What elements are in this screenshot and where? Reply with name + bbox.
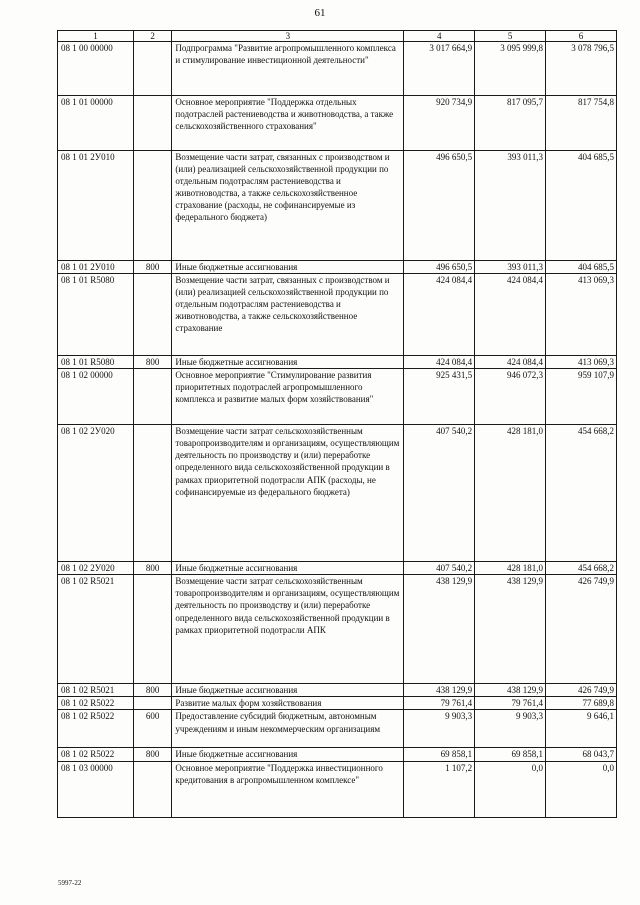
classification-code-cell: 08 1 01 00000 bbox=[58, 96, 134, 151]
table-row bbox=[58, 261, 617, 274]
table-row bbox=[58, 748, 617, 761]
item-name-cell: Иные бюджетные ассигнования bbox=[172, 356, 404, 369]
classification-code-cell: 08 1 02 R5021 bbox=[58, 575, 134, 684]
amount-col6-cell: 426 749,9 bbox=[546, 575, 617, 684]
item-name-cell: Основное мероприятие "Поддержка инвестиционного кредитования в агропромышленном комплексе" bbox=[172, 761, 404, 817]
amount-col6-cell: 68 043,7 bbox=[546, 748, 617, 761]
item-name-cell: Возмещение части затрат сельскохозяйственным товаропроизводителям и организациям, осуществляющим деятельность по производству и (или) переработке определенного вида сельскохозяйственной продукции в рамках приоритетной подотрасли АПК (расходы, не софинансируемые из федерального бюджета) bbox=[172, 425, 404, 562]
amount-col6-cell: 817 754,8 bbox=[546, 96, 617, 151]
expense-type-cell: 800 bbox=[133, 748, 171, 761]
amount-col4-cell: 925 431,5 bbox=[404, 369, 475, 425]
table-row bbox=[58, 274, 617, 356]
classification-code-cell: 08 1 03 00000 bbox=[58, 761, 134, 817]
header-row bbox=[58, 31, 617, 42]
item-name-cell: Развитие малых форм хозяйствования bbox=[172, 697, 404, 710]
amount-col4-cell: 3 017 664,9 bbox=[404, 42, 475, 96]
amount-col5-cell: 79 761,4 bbox=[475, 697, 546, 710]
table-row bbox=[58, 761, 617, 817]
amount-col5-cell: 9 903,3 bbox=[475, 710, 546, 748]
amount-col5-cell: 428 181,0 bbox=[475, 425, 546, 562]
amount-col5-cell: 0,0 bbox=[475, 761, 546, 817]
table-row bbox=[58, 42, 617, 96]
amount-col4-cell: 407 540,2 bbox=[404, 425, 475, 562]
budget-table bbox=[57, 30, 617, 818]
amount-col6-cell: 426 749,9 bbox=[546, 684, 617, 697]
table-row bbox=[58, 96, 617, 151]
amount-col4-cell: 438 129,9 bbox=[404, 575, 475, 684]
amount-col6-cell: 3 078 796,5 bbox=[546, 42, 617, 96]
table-row bbox=[58, 562, 617, 575]
amount-col5-cell: 946 072,3 bbox=[475, 369, 546, 425]
column-header-6: 6 bbox=[546, 31, 617, 42]
expense-type-cell bbox=[133, 42, 171, 96]
amount-col5-cell: 438 129,9 bbox=[475, 684, 546, 697]
amount-col5-cell: 424 084,4 bbox=[475, 274, 546, 356]
amount-col5-cell: 393 011,3 bbox=[475, 261, 546, 274]
amount-col4-cell: 407 540,2 bbox=[404, 562, 475, 575]
amount-col4-cell: 438 129,9 bbox=[404, 684, 475, 697]
table-row bbox=[58, 369, 617, 425]
expense-type-cell bbox=[133, 575, 171, 684]
expense-type-cell: 800 bbox=[133, 261, 171, 274]
amount-col4-cell: 69 858,1 bbox=[404, 748, 475, 761]
amount-col4-cell: 424 084,4 bbox=[404, 274, 475, 356]
amount-col5-cell: 438 129,9 bbox=[475, 575, 546, 684]
expense-type-cell: 800 bbox=[133, 562, 171, 575]
item-name-cell: Возмещение части затрат сельскохозяйственным товаропроизводителям и организациям, осуществляющим деятельность по производству и (или) переработке определенного вида сельскохозяйственной продукции в рамках приоритетной подотрасли АПК bbox=[172, 575, 404, 684]
item-name-cell: Предоставление субсидий бюджетным, автономным учреждениям и иным некоммерческим организациям bbox=[172, 710, 404, 748]
table-row bbox=[58, 356, 617, 369]
table-header bbox=[58, 31, 617, 42]
expense-type-cell bbox=[133, 369, 171, 425]
amount-col5-cell: 3 095 999,8 bbox=[475, 42, 546, 96]
classification-code-cell: 08 1 01 2У010 bbox=[58, 261, 134, 274]
table-row bbox=[58, 151, 617, 261]
classification-code-cell: 08 1 02 00000 bbox=[58, 369, 134, 425]
expense-type-cell: 800 bbox=[133, 684, 171, 697]
column-header-5: 5 bbox=[475, 31, 546, 42]
amount-col6-cell: 404 685,5 bbox=[546, 151, 617, 261]
amount-col5-cell: 424 084,4 bbox=[475, 356, 546, 369]
column-header-1: 1 bbox=[58, 31, 134, 42]
table-row bbox=[58, 684, 617, 697]
classification-code-cell: 08 1 02 R5022 bbox=[58, 748, 134, 761]
amount-col6-cell: 9 646,1 bbox=[546, 710, 617, 748]
amount-col4-cell: 424 084,4 bbox=[404, 356, 475, 369]
column-header-2: 2 bbox=[133, 31, 171, 42]
amount-col6-cell: 454 668,2 bbox=[546, 425, 617, 562]
classification-code-cell: 08 1 02 R5021 bbox=[58, 684, 134, 697]
amount-col6-cell: 454 668,2 bbox=[546, 562, 617, 575]
classification-code-cell: 08 1 01 R5080 bbox=[58, 274, 134, 356]
amount-col6-cell: 77 689,8 bbox=[546, 697, 617, 710]
amount-col6-cell: 413 069,3 bbox=[546, 356, 617, 369]
table-row bbox=[58, 697, 617, 710]
item-name-cell: Иные бюджетные ассигнования bbox=[172, 748, 404, 761]
amount-col6-cell: 413 069,3 bbox=[546, 274, 617, 356]
column-header-4: 4 bbox=[404, 31, 475, 42]
classification-code-cell: 08 1 02 R5022 bbox=[58, 710, 134, 748]
classification-code-cell: 08 1 00 00000 bbox=[58, 42, 134, 96]
amount-col4-cell: 9 903,3 bbox=[404, 710, 475, 748]
expense-type-cell bbox=[133, 274, 171, 356]
item-name-cell: Подпрограмма "Развитие агропромышленного комплекса и стимулирование инвестиционной деятельности" bbox=[172, 42, 404, 96]
amount-col5-cell: 817 095,7 bbox=[475, 96, 546, 151]
classification-code-cell: 08 1 02 R5022 bbox=[58, 697, 134, 710]
item-name-cell: Возмещение части затрат, связанных с производством и (или) реализацией сельскохозяйственной продукции по отдельным подотраслям растениеводства и животноводства, а также сельскохозяйственное страхование bbox=[172, 274, 404, 356]
item-name-cell: Основное мероприятие "Поддержка отдельных подотраслей растениеводства и животноводства, а также сельскохозяйственного страхования" bbox=[172, 96, 404, 151]
amount-col6-cell: 0,0 bbox=[546, 761, 617, 817]
table-row bbox=[58, 710, 617, 748]
amount-col6-cell: 959 107,9 bbox=[546, 369, 617, 425]
table-row bbox=[58, 425, 617, 562]
amount-col4-cell: 1 107,2 bbox=[404, 761, 475, 817]
classification-code-cell: 08 1 01 R5080 bbox=[58, 356, 134, 369]
item-name-cell: Иные бюджетные ассигнования bbox=[172, 562, 404, 575]
expense-type-cell: 600 bbox=[133, 710, 171, 748]
expense-type-cell bbox=[133, 151, 171, 261]
item-name-cell: Возмещение части затрат, связанных с производством и (или) реализацией сельскохозяйственной продукции по отдельным подотраслям растениеводства и животноводства, а также сельскохозяйственное страхование (расходы, не софинансируемые из федерального бюджета) bbox=[172, 151, 404, 261]
expense-type-cell: 800 bbox=[133, 356, 171, 369]
amount-col4-cell: 496 650,5 bbox=[404, 261, 475, 274]
amount-col4-cell: 920 734,9 bbox=[404, 96, 475, 151]
amount-col5-cell: 393 011,3 bbox=[475, 151, 546, 261]
table-row bbox=[58, 575, 617, 684]
item-name-cell: Основное мероприятие "Стимулирование развития приоритетных подотраслей агропромышленного комплекса и развитие малых форм хозяйствования" bbox=[172, 369, 404, 425]
expense-type-cell bbox=[133, 761, 171, 817]
amount-col5-cell: 428 181,0 bbox=[475, 562, 546, 575]
amount-col6-cell: 404 685,5 bbox=[546, 261, 617, 274]
amount-col5-cell: 69 858,1 bbox=[475, 748, 546, 761]
table-body bbox=[58, 42, 617, 818]
item-name-cell: Иные бюджетные ассигнования bbox=[172, 261, 404, 274]
expense-type-cell bbox=[133, 697, 171, 710]
classification-code-cell: 08 1 01 2У010 bbox=[58, 151, 134, 261]
classification-code-cell: 08 1 02 2У020 bbox=[58, 425, 134, 562]
expense-type-cell bbox=[133, 425, 171, 562]
footer-code: 5997-22 bbox=[58, 879, 82, 887]
expense-type-cell bbox=[133, 96, 171, 151]
column-header-3: 3 bbox=[172, 31, 404, 42]
amount-col4-cell: 496 650,5 bbox=[404, 151, 475, 261]
page-number: 61 bbox=[314, 7, 326, 19]
classification-code-cell: 08 1 02 2У020 bbox=[58, 562, 134, 575]
item-name-cell: Иные бюджетные ассигнования bbox=[172, 684, 404, 697]
amount-col4-cell: 79 761,4 bbox=[404, 697, 475, 710]
